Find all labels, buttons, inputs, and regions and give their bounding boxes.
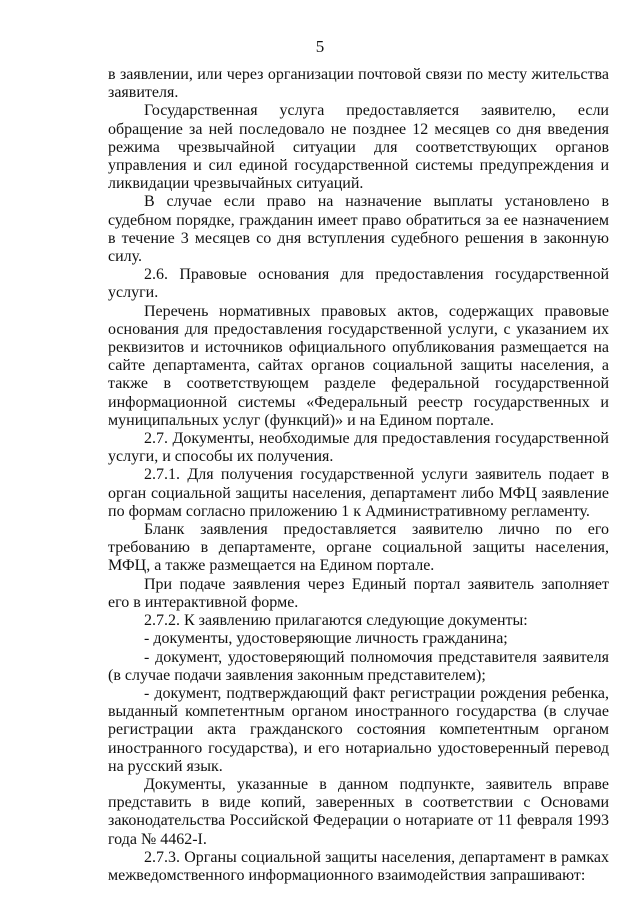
section-heading: 2.6. Правовые основания для предоставления государственной услуги. <box>108 266 609 302</box>
paragraph: 2.7.3. Органы социальной защиты населения, департамент в рамках межведомственного информационного взаимодействия запрашивают: <box>108 848 609 884</box>
document-body <box>108 66 609 885</box>
paragraph: В случае если право на назначение выплаты установлено в судебном порядке, гражданин имеет право обратиться за ее назначением в течение 3 месяцев со дня вступления судебного решения в законную силу. <box>108 193 609 266</box>
section-heading: 2.7. Документы, необходимые для предоставления государственной услуги, и способы их получения. <box>108 430 609 466</box>
list-item: - документы, удостоверяющие личность гражданина; <box>144 630 508 648</box>
paragraph: Бланк заявления предоставляется заявителю лично по его требованию в департаменте, органе социальной защиты населения, МФЦ, а также размещается на Едином портале. <box>108 521 609 575</box>
paragraph: При подаче заявления через Единый портал заявитель заполняет его в интерактивной форме. <box>108 575 609 611</box>
page-number: 5 <box>315 37 325 56</box>
paragraph: 2.7.2. К заявлению прилагаются следующие документы: <box>144 612 528 630</box>
paragraph: 2.7.1. Для получения государственной услуги заявитель подает в орган социальной защиты населения, департамент либо МФЦ заявление по формам согласно приложению 1 к Административному регламенту. <box>108 466 609 520</box>
paragraph: Перечень нормативных правовых актов, содержащих правовые основания для предоставления государственной услуги, с указанием их реквизитов и источников официального опубликования размещается на сайте департамента, сайтах органов социальной защиты населения, а также в соответствующем разделе федеральной государственной информационной системы «Федеральный реестр государственных и муниципальных услуг (функций)» и на Едином портале. <box>108 302 609 429</box>
list-item: - документ, подтверждающий факт регистрации рождения ребенка, выданный компетентным органом иностранного государства (в случае регистрации акта гражданского состояния компетентным органом иностранного государства), и его нотариально удостоверенный перевод на русский язык. <box>108 684 609 775</box>
paragraph: в заявлении, или через организации почтовой связи по месту жительства заявителя. <box>108 66 609 102</box>
paragraph: Документы, указанные в данном подпункте, заявитель вправе представить в виде копий, заверенных в соответствии с Основами законодательства Российской Федерации о нотариате от 11 февраля 1993 года № 4462-I. <box>108 775 609 848</box>
list-item: - документ, удостоверяющий полномочия представителя заявителя (в случае подачи заявления законным представителем); <box>108 648 609 684</box>
paragraph: Государственная услуга предоставляется заявителю, если обращение за ней последовало не позднее 12 месяцев со дня введения режима чрезвычайной ситуации для соответствующих органов управления и сил единой государственной системы предупреждения и ликвидации чрезвычайных ситуаций. <box>108 102 609 193</box>
